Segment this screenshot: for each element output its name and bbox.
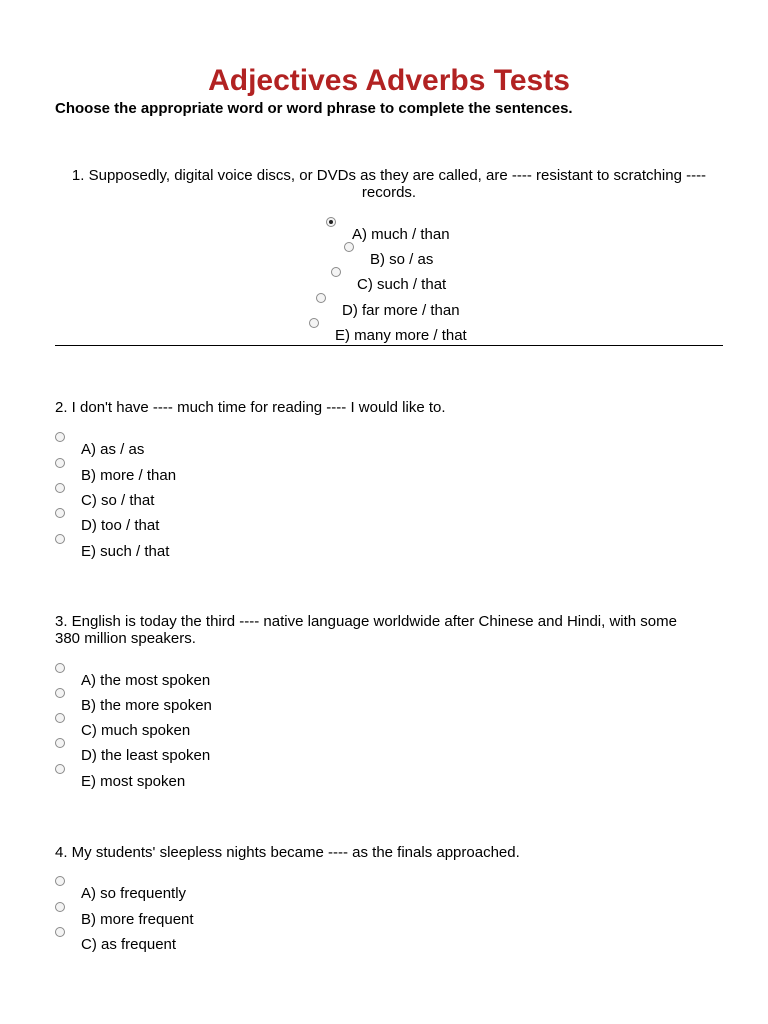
question-3-option-e[interactable]: [81, 772, 185, 792]
option-label[interactable]: E) many more / that: [335, 327, 467, 344]
radio-button[interactable]: [55, 688, 65, 698]
radio-button[interactable]: [55, 508, 65, 518]
option-label[interactable]: C) as frequent: [81, 936, 177, 953]
radio-button[interactable]: [331, 267, 341, 277]
question-2-option-e[interactable]: [81, 542, 169, 562]
radio-button[interactable]: [55, 738, 65, 748]
radio-button[interactable]: [55, 902, 65, 912]
option-label[interactable]: D) the least spoken: [81, 747, 211, 764]
question-3-text: 3. English is today the third ---- native language worldwide after Chinese and Hindi, with some 380 million speakers.: [55, 613, 677, 647]
question-1-option-a[interactable]: [352, 225, 450, 245]
question-3-option-c[interactable]: [81, 721, 190, 741]
option-label[interactable]: D) far more / than: [342, 302, 460, 319]
question-4-text: 4. My students' sleepless nights became ---- as the finals approached.: [55, 844, 520, 861]
option-label[interactable]: B) more frequent: [81, 911, 194, 928]
instructions: Choose the appropriate word or word phrase to complete the sentences.: [55, 100, 573, 117]
radio-button[interactable]: [55, 764, 65, 774]
option-label[interactable]: A) much / than: [352, 226, 450, 243]
page-title: Adjectives Adverbs Tests: [208, 64, 570, 97]
question-2-option-a[interactable]: [81, 440, 144, 460]
question-1-text: 1. Supposedly, digital voice discs, or DVDs as they are called, are ---- resistant to scratching ---- records.: [71, 167, 707, 201]
question-4-option-b[interactable]: [81, 910, 194, 930]
radio-button[interactable]: [55, 534, 65, 544]
option-label[interactable]: D) too / that: [81, 517, 160, 534]
radio-button[interactable]: [55, 483, 65, 493]
radio-button[interactable]: [55, 713, 65, 723]
radio-button-selected[interactable]: [326, 217, 336, 227]
question-3-option-b[interactable]: [81, 696, 212, 716]
radio-button[interactable]: [55, 663, 65, 673]
option-label[interactable]: C) such / that: [357, 276, 447, 293]
question-1-option-c[interactable]: [357, 275, 446, 295]
option-label[interactable]: B) more / than: [81, 467, 177, 484]
option-label[interactable]: B) the more spoken: [81, 697, 212, 714]
question-2-text: 2. I don't have ---- much time for reading ---- I would like to.: [55, 399, 446, 416]
radio-button[interactable]: [55, 458, 65, 468]
radio-button[interactable]: [55, 927, 65, 937]
question-3-option-d[interactable]: [81, 746, 210, 766]
question-2-option-d[interactable]: [81, 516, 159, 536]
question-divider: [55, 345, 723, 346]
option-label[interactable]: C) much spoken: [81, 722, 191, 739]
option-label[interactable]: A) as / as: [81, 441, 145, 458]
question-3-option-a[interactable]: [81, 671, 210, 691]
option-label[interactable]: E) most spoken: [81, 773, 186, 790]
option-label[interactable]: A) the most spoken: [81, 672, 211, 689]
option-label[interactable]: A) so frequently: [81, 885, 187, 902]
question-2-option-c[interactable]: [81, 491, 154, 511]
radio-button[interactable]: [316, 293, 326, 303]
radio-button[interactable]: [55, 876, 65, 886]
option-label[interactable]: B) so / as: [370, 251, 434, 268]
question-4-option-c[interactable]: [81, 935, 176, 955]
option-label[interactable]: C) so / that: [81, 492, 155, 509]
question-1-option-e[interactable]: [335, 326, 467, 346]
option-label[interactable]: E) such / that: [81, 543, 170, 560]
radio-button[interactable]: [344, 242, 354, 252]
radio-button[interactable]: [55, 432, 65, 442]
radio-button[interactable]: [309, 318, 319, 328]
question-2-option-b[interactable]: [81, 466, 176, 486]
question-1-option-b[interactable]: [370, 250, 433, 270]
question-1-option-d[interactable]: [342, 301, 460, 321]
question-4-option-a[interactable]: [81, 884, 186, 904]
